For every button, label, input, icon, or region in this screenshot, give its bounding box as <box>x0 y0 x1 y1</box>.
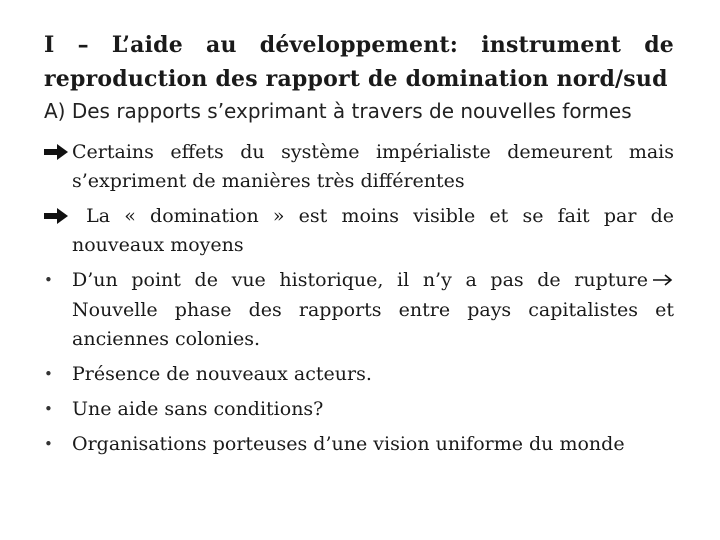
slide-subtitle: A) Des rapports s’exprimant à travers de nouvelles formes <box>44 99 632 123</box>
bullet-text-continued: Nouvelle phase des rapports entre pays capitalistes et anciennes colonies. <box>72 299 674 350</box>
bullet-dot-icon: • <box>44 271 53 289</box>
bullet-text: Une aide sans conditions? <box>72 398 324 420</box>
bullet-text: Certains effets du système impérialiste demeurent mais s’expriment de manières très différentes <box>72 141 674 192</box>
bullet-dot-icon: • <box>44 365 53 383</box>
list-item <box>44 266 674 354</box>
arrow-bold-icon <box>44 138 72 167</box>
arrow-bold-icon <box>44 202 72 231</box>
arrow-right-icon <box>652 267 674 296</box>
list-item <box>44 395 674 424</box>
bullet-dot-icon: • <box>44 400 53 418</box>
bullet-text: D’un point de vue historique, il n’y a pas de rupture <box>72 269 648 291</box>
slide-title: I – L’aide au développement: instrument de reproduction des rapport de domination nord/sud <box>44 32 674 92</box>
list-item <box>44 202 674 260</box>
bullet-text: Organisations porteuses d’une vision uniforme du monde <box>72 433 625 455</box>
list-item <box>44 430 674 459</box>
list-item <box>44 360 674 389</box>
bullet-list <box>44 138 674 459</box>
slide <box>44 28 674 465</box>
bullet-dot-icon: • <box>44 435 53 453</box>
bullet-text: Présence de nouveaux acteurs. <box>72 363 372 385</box>
bullet-text: La « domination » est moins visible et se fait par de nouveaux moyens <box>72 205 674 256</box>
list-item <box>44 138 674 196</box>
